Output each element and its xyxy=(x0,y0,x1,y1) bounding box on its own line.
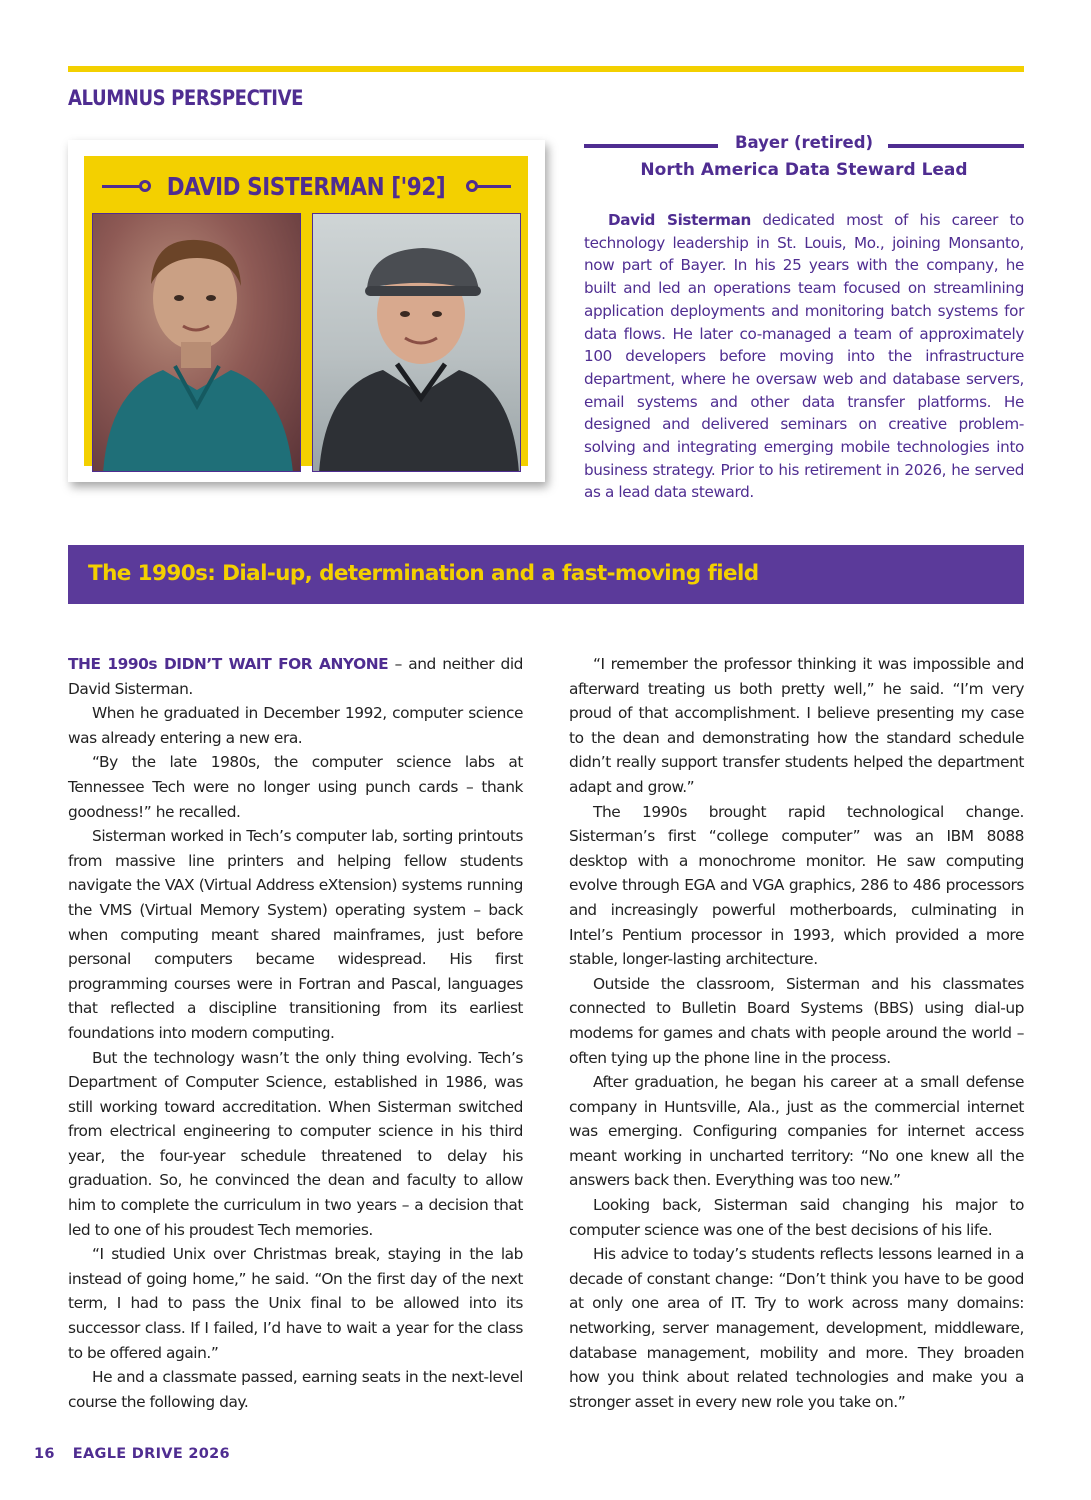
article-paragraph: The 1990s brought rapid technological change. Sisterman’s first “college computer” was an IBM 8088 desktop with a monochrome monitor. He saw computing evolve through EGA and VGA graphics, 286 to 486 processors and increasingly powerful motherboards, culminating in Intel’s Pentium processor in 1993, which provided a more stable, longer-lasting architecture. xyxy=(569,802,1024,969)
article-paragraph xyxy=(68,652,523,701)
top-rule xyxy=(68,66,1024,72)
article-lead-caps: THE 1990s DIDN’T WAIT FOR ANYONE xyxy=(68,655,389,673)
alumnus-current-photo xyxy=(312,213,521,472)
article-paragraph: “I remember the professor thinking it was impossible and afterward treating us both pretty well,” he said. “I’m very proud of that accomplishment. I believe presenting my case to the dean and demonstrating how the standard schedule didn’t really support transfer students helped the department adapt and grow.” xyxy=(569,655,1024,796)
bio-name: David Sisterman xyxy=(608,211,751,229)
page-footer xyxy=(34,1446,248,1462)
profile-photo-card xyxy=(68,140,545,482)
article-paragraph: But the technology wasn’t the only thing evolving. Tech’s Department of Computer Science, established in 1986, was still working toward accreditation. When Sisterman switched from electrical engineering to computer science in his third year, the four-year schedule threatened to delay his graduation. So, he convinced the dean and faculty to allow him to complete the curriculum in two years – a decision that led to one of his proudest Tech memories. xyxy=(68,1048,523,1239)
page-number: 16 xyxy=(34,1446,55,1462)
article-paragraph: He and a classmate passed, earning seats in the next-level course the following day. xyxy=(68,1368,523,1411)
profile-name-title: DAVID SISTERMAN ['92] xyxy=(166,172,446,201)
article-paragraph: Sisterman worked in Tech’s computer lab, sorting printouts from massive line printers and helping fellow students navigate the VAX (Virtual Address eXtension) systems running the VMS (Virtual Memory System) operating system – back when computing meant shared mainframes, just before personal computers became widespread. His first programming courses were in Fortran and Pascal, languages that reflected a discipline transitioning from its earliest foundations into modern computing. xyxy=(68,827,523,1042)
photo-card-background xyxy=(84,156,528,466)
article-column-right xyxy=(569,652,1024,1414)
article-paragraph: “By the late 1980s, the computer science labs at Tennessee Tech were no longer using punch cards – thank goodness!” he recalled. xyxy=(68,753,523,821)
publication-name: EAGLE DRIVE 2026 xyxy=(72,1446,230,1462)
section-banner-title: The 1990s: Dial-up, determination and a fast-moving field xyxy=(88,561,759,586)
article-paragraph: “I studied Unix over Christmas break, staying in the lab instead of going home,” he said. “On the first day of the next term, I had to pass the Unix final to be allowed into its successor class. If I failed, I’d have to wait a year for the class to be offered again.” xyxy=(68,1245,523,1362)
card-title-right-rule xyxy=(475,185,511,188)
alumnus-current-image xyxy=(313,214,521,472)
section-banner xyxy=(68,545,1024,604)
section-kicker: ALUMNUS PERSPECTIVE xyxy=(68,86,304,110)
student-portrait-image xyxy=(93,214,301,472)
student-portrait-photo xyxy=(92,213,301,472)
profile-bio xyxy=(584,209,1024,504)
article-column-left xyxy=(68,652,523,1414)
employer-label: Bayer (retired) xyxy=(734,133,874,152)
article-paragraph: When he graduated in December 1992, computer science was already entering a new era. xyxy=(68,704,523,747)
role-right-rule xyxy=(888,144,1024,148)
article-paragraph: Outside the classroom, Sisterman and his classmates connected to Bulletin Board Systems (BBS) using dial-up modems for games and chats with people around the world – often tying up the phone line in the process. xyxy=(569,974,1024,1067)
article-paragraph: His advice to today’s students reflects lessons learned in a decade of constant change: “Don’t think you have to be good at only one area of IT. Try to work across many domains: networking, server management, development, middleware, database management, mobility and more. They broaden how you think about related technologies and make you a stronger asset in every new role you take on.” xyxy=(569,1245,1024,1411)
article-paragraph: After graduation, he began his career at a small defense company in Huntsville, Ala., just as the commercial internet was emerging. Configuring companies for internet access meant working in uncharted territory: “No one knew all the answers back then. Everything was too new.” xyxy=(569,1073,1024,1190)
bio-text: dedicated most of his career to technology leadership in St. Louis, Mo., joining Monsanto, now part of Bayer. In his 25 years with the company, he built and led an operations team focused on streamlining application deployments and monitoring batch systems for data flows. He later co-managed a team of approximately 100 developers before moving into the infrastructure department, where he oversaw web and database servers, email systems and other data transfer platforms. He designed and delivered seminars on creative problem-solving and integrating emerging mobile technologies into business strategy. Prior to his retirement in 2026, he served as a lead data steward. xyxy=(584,211,1024,502)
job-title-label: North America Data Steward Lead xyxy=(640,160,968,180)
card-title-row xyxy=(84,172,528,200)
article-paragraph: Looking back, Sisterman said changing his major to computer science was one of the best decisions of his life. xyxy=(569,1196,1024,1239)
article-paragraph-text: – and neither did David Sisterman. xyxy=(68,655,523,698)
